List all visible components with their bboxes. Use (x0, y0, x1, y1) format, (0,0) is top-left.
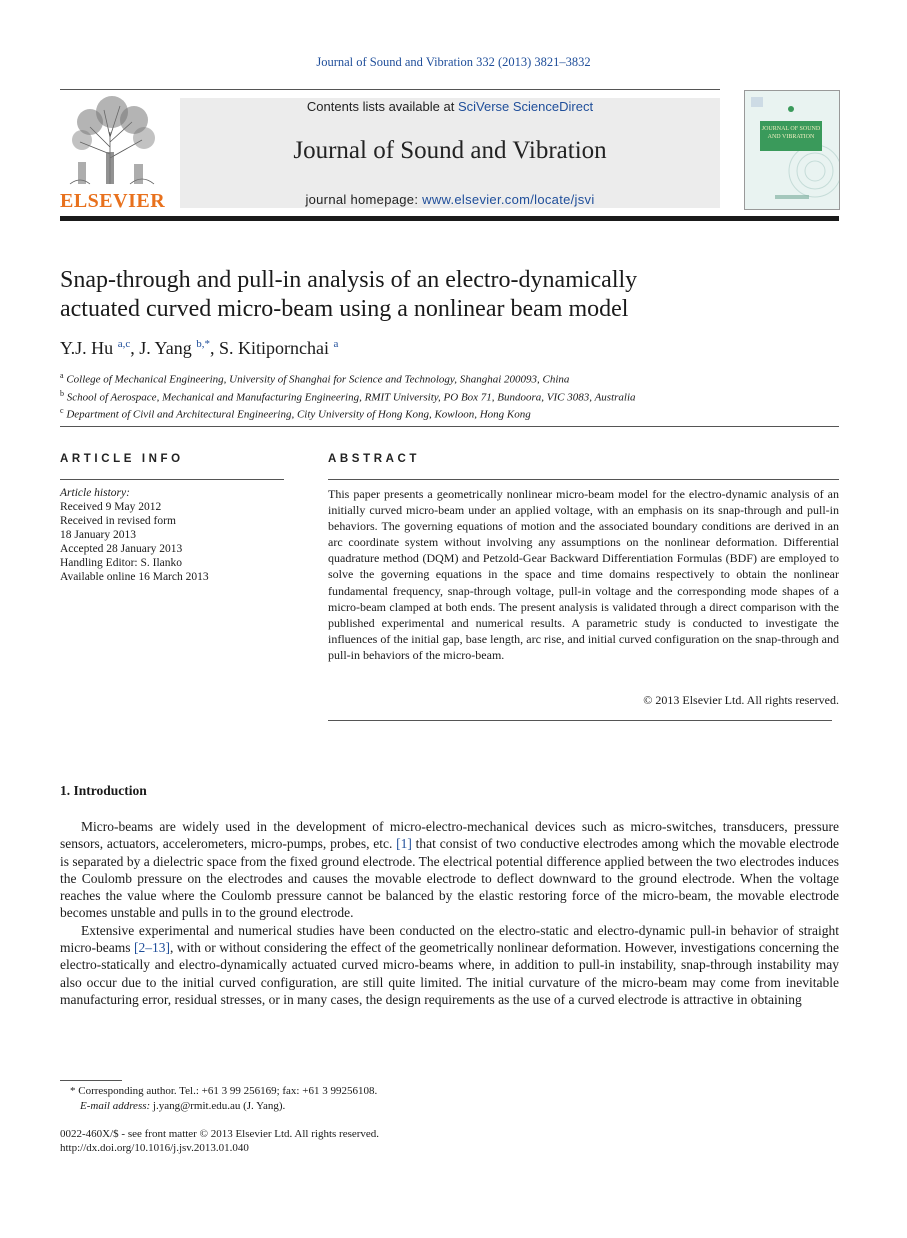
affiliation-item (60, 404, 839, 422)
sciencedirect-link[interactable]: SciVerse ScienceDirect (457, 99, 594, 114)
doi-link[interactable]: http://dx.doi.org/10.1016/j.jsv.2013.01.040 (60, 1142, 249, 1154)
affiliation-mark: a (60, 371, 64, 380)
elsevier-tree-icon (60, 92, 164, 188)
article-info-heading: ARTICLE INFO (60, 453, 184, 465)
history-item: Available online 16 March 2013 (60, 571, 209, 583)
corresponding-author-note: * Corresponding author. Tel.: +61 3 99 256169; fax: +61 3 99256108. (70, 1085, 378, 1097)
homepage-line (180, 192, 720, 207)
contents-prefix: Contents lists available at (306, 99, 458, 114)
abstract-heading: ABSTRACT (328, 453, 421, 465)
email-address[interactable]: j.yang@rmit.edu.au (J. Yang). (150, 1100, 286, 1112)
reference-link[interactable]: [2–13] (134, 940, 171, 956)
history-item: Received in revised form (60, 515, 176, 527)
citation-link[interactable]: Journal of Sound and Vibration 332 (2013) 3821–3832 (316, 55, 591, 69)
history-item: Accepted 28 January 2013 (60, 543, 183, 555)
author-separator: , (130, 338, 140, 358)
paragraph-text: Micro-beams are widely used in the development of micro-electro-mechanical devices such as micro-switches, transducers, pressure sensors, actuators, accelerometers, micro-pumps, probes, etc. (60, 819, 839, 852)
footnotes (60, 1084, 839, 1114)
affiliation-text: College of Mechanical Engineering, University of Shanghai for Science and Technology, Shanghai 200093, China (66, 373, 570, 386)
abstract-rule-top (328, 479, 839, 480)
abstract-rule-bottom (328, 720, 832, 721)
cover-title: JOURNAL OF SOUND AND VIBRATION (761, 126, 821, 140)
history-item: Received 9 May 2012 (60, 501, 162, 513)
email-note (60, 1099, 839, 1114)
affiliation-mark: c (60, 406, 64, 416)
affiliation-mark: b (60, 388, 64, 398)
homepage-link[interactable]: www.elsevier.com/locate/jsvi (422, 192, 595, 207)
author-separator: , (209, 338, 219, 358)
article-title (60, 266, 839, 324)
journal-citation[interactable] (0, 55, 907, 70)
affiliations (60, 369, 839, 422)
issn-line: 0022-460X/$ - see front matter © 2013 Elsevier Ltd. All rights reserved. (60, 1128, 380, 1140)
header-thick-rule (60, 216, 839, 221)
reference-link[interactable]: [1] (396, 836, 412, 852)
section-heading-introduction: 1. Introduction (60, 783, 147, 798)
paragraph-text: Extensive experimental and numerical studies have been conducted on the electro-static and electro-dynamic pull-in behavior of straight micro-beams (60, 922, 839, 956)
info-section-rule (60, 426, 839, 427)
contents-line (180, 99, 720, 114)
paragraph-text: that consist of two conductive electrodes among which the movable electrode is separated by a dielectric space from the fixed ground electrode. The electrical potential difference applied between the two electrodes induces the Coulomb pressure on the electrodes and causes the movable electrode to deflect downward to the ground electrode. When the voltage reaches the value where the Coulomb pressure cannot be balanced by the elastic restoring force of the micro-beam, the movable electrode becomes unstable and pulls in to the ground electrode. (60, 836, 839, 921)
article-title-line-1: Snap-through and pull-in analysis of an electro-dynamically (60, 267, 638, 293)
paragraph (60, 818, 839, 922)
elsevier-logo[interactable] (60, 92, 164, 210)
abstract-copyright: © 2013 Elsevier Ltd. All rights reserved. (643, 693, 839, 707)
journal-cover-thumbnail[interactable] (744, 90, 840, 210)
paragraph-text: , with or without considering the effect of the geometrically nonlinear deformation. However, investigations concerning the electro-statically and electro-dynamically actuated curved micro-beams where, in addition to pull-in instability, snap-through instability may also occur due to the initial curved configuration, are still quite limited. The initial curvature of the micro-beam may come from inevitable manufacturing error, residual stresses, or in many cases, the design requirements as the use of a curved electrode is attractive in obtaining (60, 940, 839, 1007)
affiliation-item (60, 369, 839, 387)
elsevier-wordmark: ELSEVIER (60, 190, 166, 212)
header-rule (60, 89, 720, 90)
author-name[interactable]: J. Yang (139, 338, 192, 358)
author-affiliation-mark[interactable]: a,c (117, 338, 131, 350)
footnote-rule (60, 1080, 122, 1081)
affiliation-text: Department of Civil and Architectural Engineering, City University of Hong Kong, Kowloon, Hong Kong (66, 408, 531, 421)
paragraph (60, 922, 839, 1008)
issn-doi-block (60, 1127, 839, 1155)
article-info-rule (60, 479, 284, 480)
affiliation-text: School of Aerospace, Mechanical and Manufacturing Engineering, RMIT University, PO Box 71, Bundoora, VIC 3083, Australia (66, 391, 636, 404)
author-affiliation-mark[interactable]: b,* (196, 338, 210, 350)
article-title-line-2: actuated curved micro-beam using a nonlinear beam model (60, 296, 629, 322)
history-item: 18 January 2013 (60, 529, 137, 541)
author-list (60, 338, 839, 359)
homepage-prefix: journal homepage: (305, 192, 423, 207)
affiliation-item (60, 387, 839, 405)
journal-name: Journal of Sound and Vibration (293, 137, 607, 164)
history-label: Article history: (60, 487, 130, 499)
author-name[interactable]: S. Kitipornchai (218, 338, 329, 358)
article-history (60, 486, 284, 584)
author-name[interactable]: Y.J. Hu (60, 338, 114, 358)
abstract-text: This paper presents a geometrically nonlinear micro-beam model for the electro-dynamic analysis of an initially curved micro-beam under an applied voltage, with an emphasis on its snap-through and pull-in behaviors. The governing equations of motion and the associated boundary conditions are derived in an arc coordinate system without involving any assumptions on the nonlinear deformation. Differential quadrature method (DQM) and Petzold-Gear Backward Differentiation Formulas (BDF) are employed to solve the governing equations in the space and time domains respectively to obtain the nonlinear fundamental frequency, snap-through voltage, pull-in voltage and the corresponding mode shapes of a micro-beam clamped at both ends. The present analysis is validated through a direct comparison with the published experimental and numerical results. A parametric study is conducted to investigate the influences of the initial gap, base length, arc rise, and initial curved configuration on the snap-through and pull-in behaviors of the micro-beam. (328, 487, 839, 662)
history-item: Handling Editor: S. Ilanko (60, 557, 183, 569)
introduction-body (60, 818, 839, 1008)
author-affiliation-mark[interactable]: a (333, 338, 339, 350)
email-label: E-mail address: (80, 1100, 151, 1112)
